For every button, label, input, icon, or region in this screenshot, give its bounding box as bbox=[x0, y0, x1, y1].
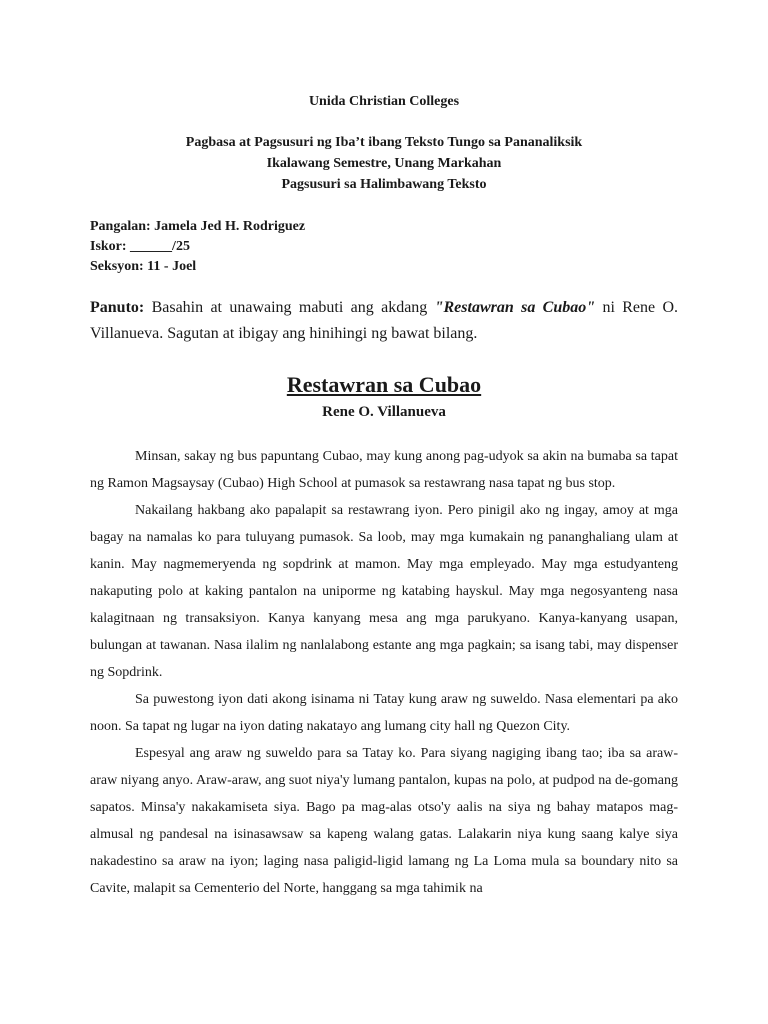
story-paragraph: Espesyal ang araw ng suweldo para sa Tatay ko. Para siyang nagiging ibang tao; iba sa araw-araw niyang anyo. Araw-araw, ang suot niya'y lumang pantalon, kupas na polo, at pudpod na de-gomang sapatos. Minsa'y nakakamiseta siya. Bago pa mag-alas otso'y aalis na siya ng bahay matapos mag-almusal ng pandesal na isinasawsaw sa kapeng walang gatas. Lalakarin niya kung saang kalye siya nakadestino sa araw na iyon; laging nasa paligid-ligid lamang ng La Loma mula sa boundary nito sa Cavite, malapit sa Cementerio del Norte, hanggang sa mga tahimik na bbox=[90, 746, 678, 896]
activity-title: Pagsusuri sa Halimbawang Teksto bbox=[281, 177, 487, 192]
instructions bbox=[90, 295, 678, 347]
section-line: Seksyon: 11 - Joel bbox=[90, 259, 197, 274]
student-name: Pangalan: Jamela Jed H. Rodriguez bbox=[90, 219, 306, 234]
instructions-label: Panuto: bbox=[90, 299, 145, 316]
school-name: Unida Christian Colleges bbox=[308, 94, 460, 109]
instructions-text-after: ni Rene O. Villanueva. Sagutan at ibigay ang hinihingi ng bawat bilang. bbox=[90, 299, 678, 342]
semester-line: Ikalawang Semestre, Unang Markahan bbox=[266, 156, 502, 171]
course-header bbox=[90, 132, 678, 195]
story-author: Rene O. Villanueva bbox=[322, 404, 446, 420]
story-title: Restawran sa Cubao bbox=[286, 372, 482, 397]
story-body bbox=[90, 443, 678, 902]
course-title: Pagbasa at Pagsusuri ng Iba’t ibang Teksto Tungo sa Pananaliksik bbox=[185, 135, 583, 150]
instructions-text-before: Basahin at unawaing mabuti ang akdang bbox=[144, 299, 435, 316]
story-paragraph: Nakailang hakbang ako papalapit sa restawrang iyon. Pero pinigil ako ng ingay, amoy at mga bagay na namalas ko para tuluyang pumasok. Sa loob, may mga kumakain ng pananghaliang ulam at kanin. May nagmemeryenda ng sopdrink at mamon. May mga empleyado. May mga estudyanteng nakaputing polo at kaking pantalon na uniporme ng katabing hayskul. May mga negosyanteng nasa kalagitnaan ng transaksiyon. Kanya kanyang mesa ang mga parukyano. Kanya-kanyang usapan, bulungan at tawanan. Nasa ilalim ng nanlalabong estante ang mga pagkain; sa isang tabi, may dispenser ng Sopdrink. bbox=[90, 503, 678, 680]
student-info bbox=[90, 217, 678, 277]
score-line: Iskor: ______/25 bbox=[90, 239, 190, 254]
instructions-title-ref: "Restawran sa Cubao" bbox=[434, 299, 596, 316]
story-paragraph: Sa puwestong iyon dati akong isinama ni Tatay kung araw ng suweldo. Nasa elementari pa ako noon. Sa tapat ng lugar na iyon dating nakatayo ang lumang city hall ng Quezon City. bbox=[90, 692, 678, 734]
story-paragraph: Minsan, sakay ng bus papuntang Cubao, may kung anong pag-udyok sa akin na bumaba sa tapat ng Ramon Magsaysay (Cubao) High School at pumasok sa restawrang nasa tapat ng bus stop. bbox=[90, 449, 678, 491]
